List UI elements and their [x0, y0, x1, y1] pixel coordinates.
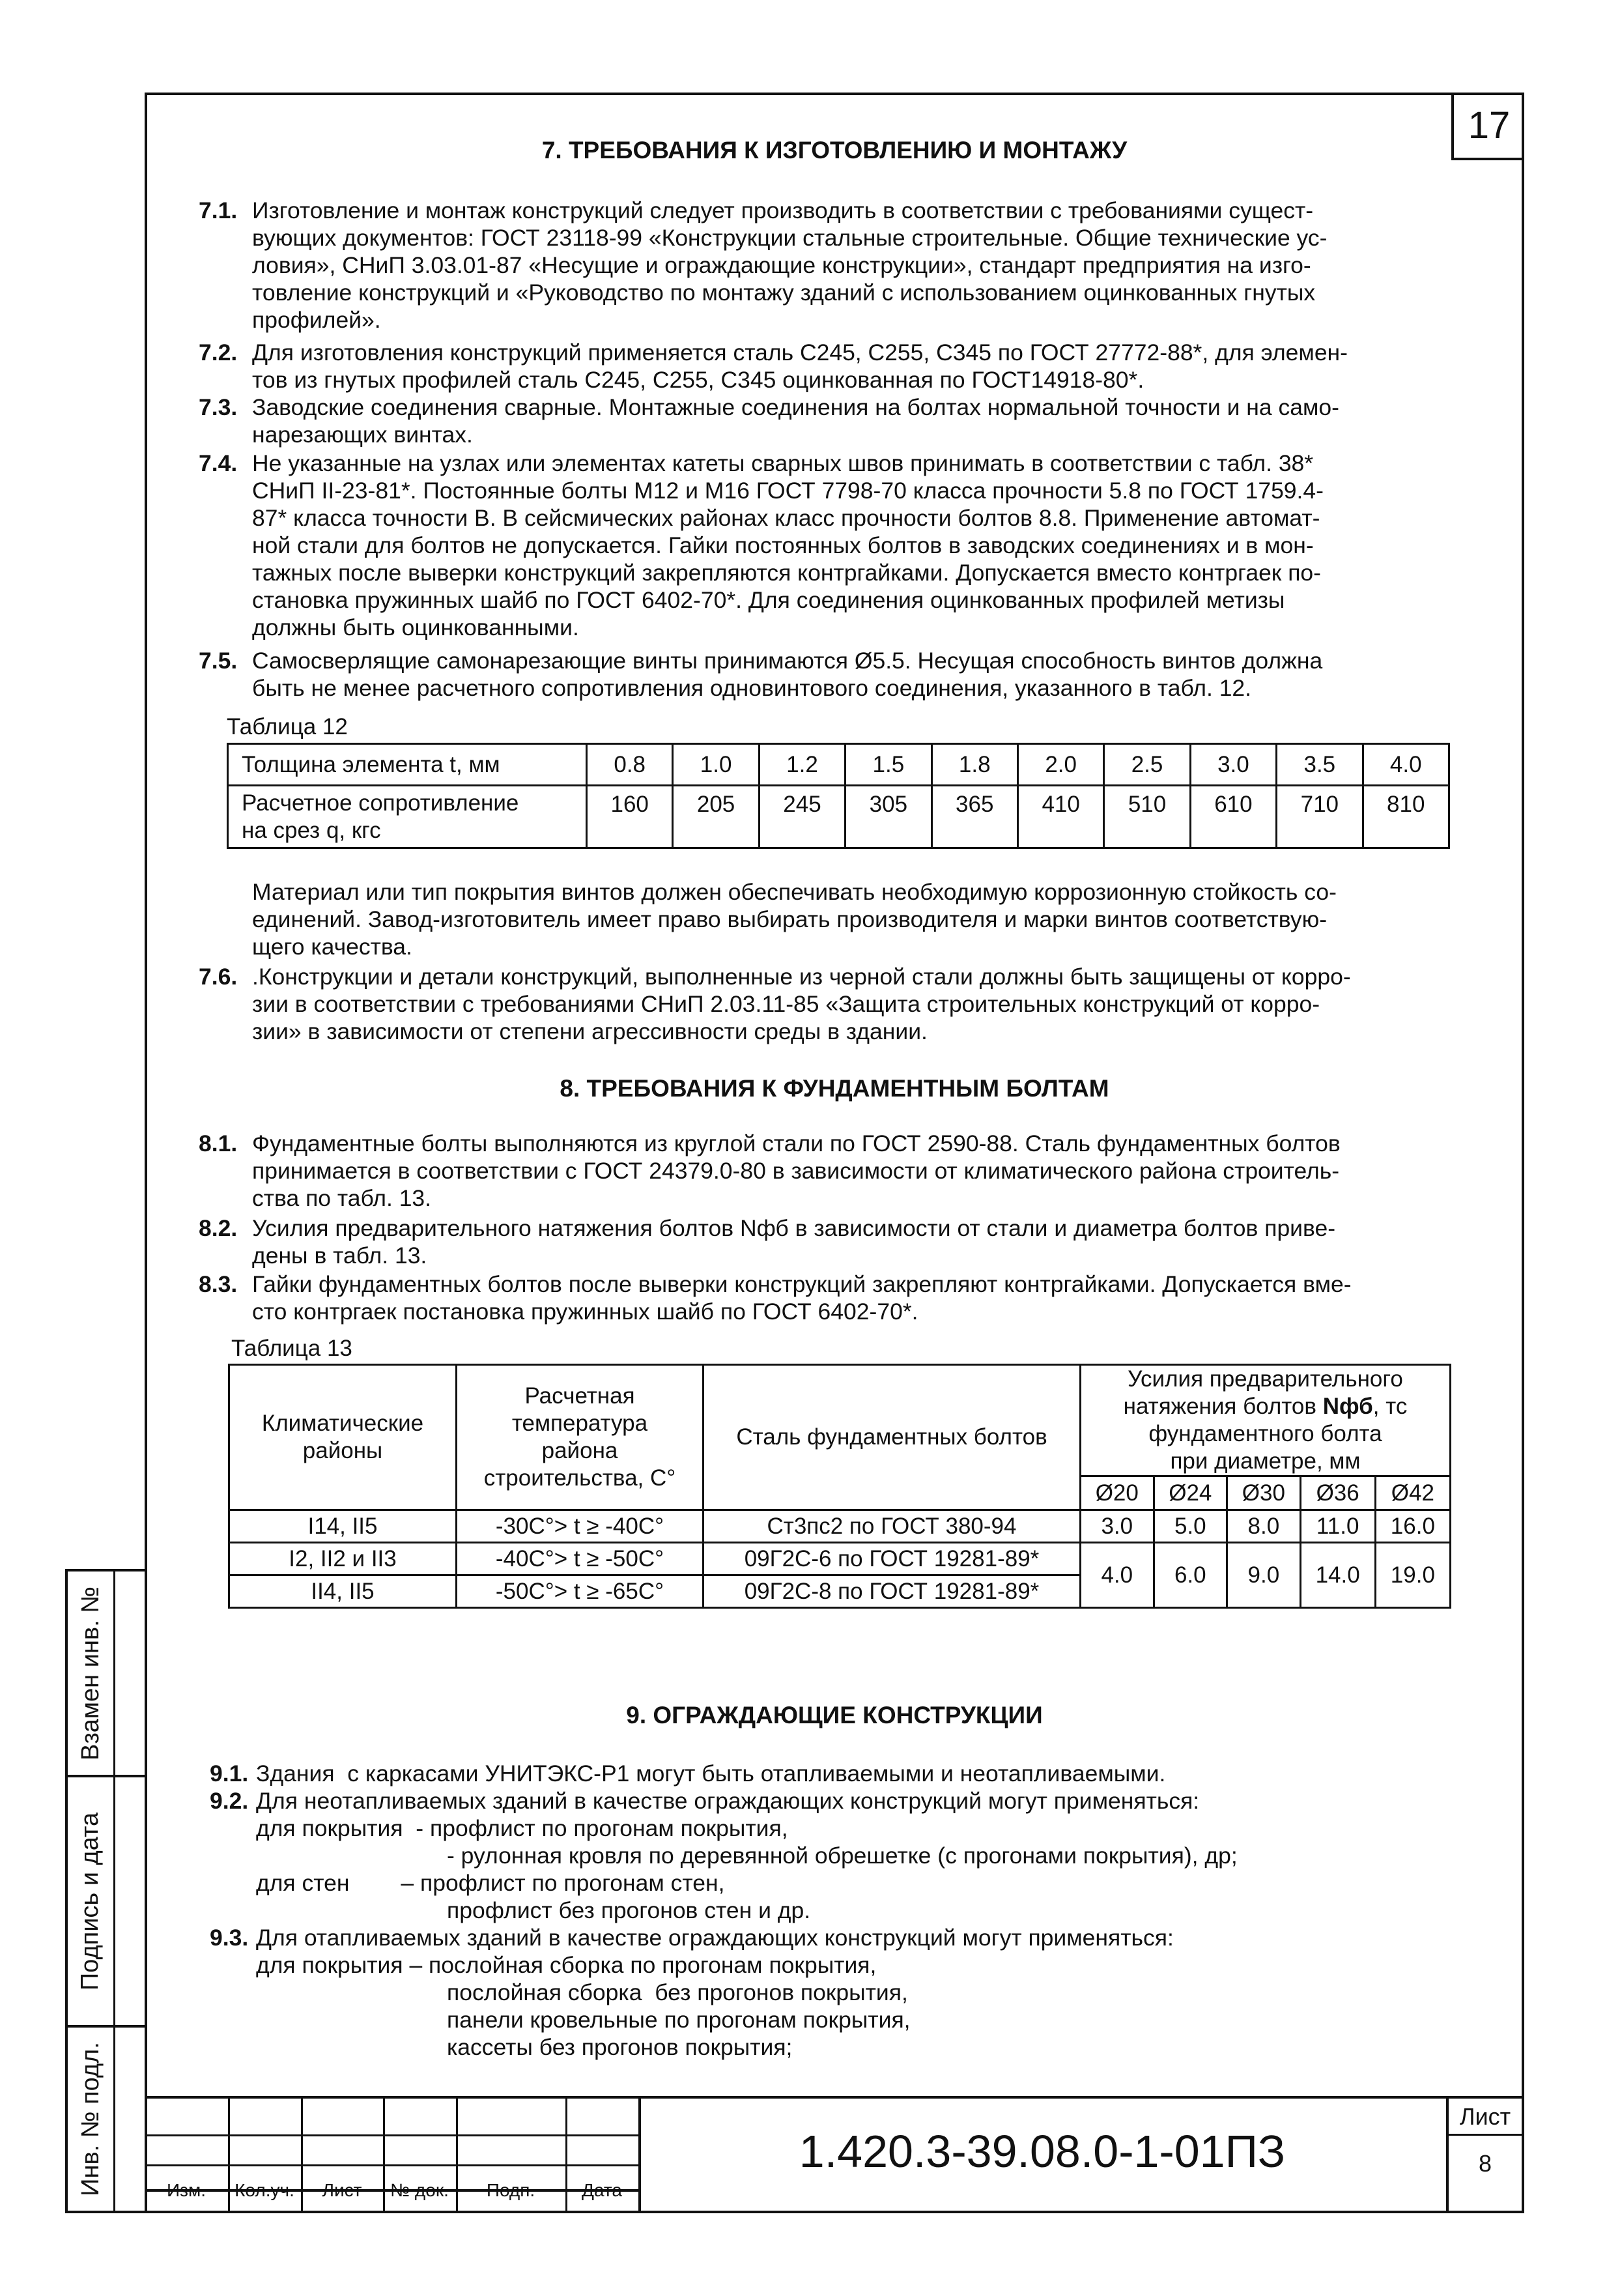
item-number: 7.3. [199, 394, 238, 420]
item-number: 8.2. [199, 1215, 238, 1241]
item-7-2 [199, 339, 1475, 394]
text-line: профлист без прогонов стен и др. [447, 1897, 811, 1923]
text-line: ства по табл. 13. [252, 1185, 432, 1211]
item-number: 9.1. [210, 1760, 249, 1787]
table-12-note [199, 878, 1475, 960]
table-cell: 1.2 [759, 744, 845, 786]
sheet-number: 8 [1478, 2150, 1492, 2177]
table-row [229, 1510, 1451, 1543]
table-cell: 3.0 [1190, 744, 1276, 786]
text-line: зии» в зависимости от степени агрессивности среды в здании. [252, 1018, 928, 1044]
item-number: 7.6. [199, 964, 238, 990]
text-line: должны быть оцинкованными. [252, 614, 579, 640]
title-block-top-line [145, 2096, 1524, 2099]
table-cell: 245 [759, 786, 845, 848]
table-cell: 2.5 [1104, 744, 1190, 786]
stamp-divider [113, 1777, 115, 2025]
table-cell: 610 [1190, 786, 1276, 848]
table-cell: 365 [931, 786, 1017, 848]
text-line: для покрытия - профлист по прогонам покрытия, [256, 1815, 788, 1841]
table-cell: 410 [1017, 786, 1103, 848]
table-cell: 305 [846, 786, 931, 848]
text-line: СНиП II-23-81*. Постоянные болты М12 и М16 ГОСТ 7798-70 класса прочности 5.8 по ГОСТ 1759.4- [252, 478, 1324, 504]
stamp-inv-original [65, 2025, 147, 2213]
cell-line: районы [302, 1438, 383, 1463]
text-line: быть не менее расчетного сопротивления одновинтового соединения, указанного в табл. 12. [252, 675, 1252, 701]
col-izm: Изм. [167, 2180, 206, 2200]
table-cell: Ø30 [1227, 1476, 1301, 1510]
text-line: профилей». [252, 307, 381, 333]
table-cell [457, 1365, 703, 1510]
table-cell: 9.0 [1227, 1543, 1301, 1608]
stamp-text: Взамен инв. № [76, 1586, 104, 1760]
table-cell: Ø42 [1375, 1476, 1450, 1510]
table-cell: 160 [587, 786, 673, 848]
text-line: Заводские соединения сварные. Монтажные соединения на болтах нормальной точности и на само- [252, 394, 1339, 420]
grid-line [145, 2134, 638, 2136]
stamp-signature-date [65, 1775, 147, 2028]
table-cell: 19.0 [1375, 1543, 1450, 1608]
cell-text: , тс [1372, 1394, 1408, 1419]
table-cell: I14, II5 [229, 1510, 457, 1543]
text-line: товление конструкций и «Руководство по монтажу зданий с использованием оцинкованных гнутых [252, 280, 1316, 306]
text-line: послойная сборка без прогонов покрытия, [447, 1979, 908, 2005]
text-line: становка пружинных шайб по ГОСТ 6402-70*. Для соединения оцинкованных профилей метизы [252, 587, 1285, 613]
table-cell: Ø36 [1300, 1476, 1375, 1510]
section-9-title: 9. ОГРАЖДАЮЩИЕ КОНСТРУКЦИИ [626, 1702, 1043, 1729]
stamp-label [68, 1571, 113, 1775]
table-cell: -40С°> t ≥ -50С° [457, 1543, 703, 1575]
text-line: кассеты без прогонов покрытия; [447, 2034, 793, 2060]
text-line: Усилия предварительного натяжения болтов Nфб в зависимости от стали и диаметра болтов приве- [252, 1215, 1336, 1241]
text-line: Для изготовления конструкций применяется сталь С245, С255, С345 по ГОСТ 27772-88*, для элемен- [252, 339, 1348, 366]
table-cell: -50С°> t ≥ -65С° [457, 1575, 703, 1608]
table-cell: Толщина элемента t, мм [228, 744, 587, 786]
item-7-1 [199, 197, 1475, 334]
table-cell: 1.0 [673, 744, 759, 786]
cell-line [1087, 1393, 1444, 1420]
text-line: Не указанные на узлах или элементах катеты сварных швов принимать в соответствии с табл. 38* [252, 450, 1314, 476]
text-line: панели кровельные по прогонам покрытия, [447, 2007, 911, 2033]
table-cell: 8.0 [1227, 1510, 1301, 1543]
section-8-title: 8. ТРЕБОВАНИЯ К ФУНДАМЕНТНЫМ БОЛТАМ [560, 1075, 1109, 1102]
table-cell: 09Г2С-8 по ГОСТ 19281-89* [703, 1575, 1081, 1608]
table-cell: 09Г2С-6 по ГОСТ 19281-89* [703, 1543, 1081, 1575]
item-number: 9.3. [210, 1925, 249, 1951]
text-line: единений. Завод-изготовитель имеет право выбирать производителя и марки винтов соответствую- [252, 906, 1328, 932]
text-line: Фундаментные болты выполняются из круглой стали по ГОСТ 2590-88. Сталь фундаментных болтов [252, 1130, 1341, 1156]
table-cell: 0.8 [587, 744, 673, 786]
text-line: нарезающих винтах. [252, 422, 473, 448]
table-cell: Ø20 [1081, 1476, 1154, 1510]
text-line: Изготовление и монтаж конструкций следует производить в соответствии с требованиями сущест- [252, 197, 1314, 223]
item-number: 8.3. [199, 1271, 238, 1297]
item-7-3 [199, 394, 1475, 448]
table-cell: 4.0 [1363, 744, 1449, 786]
item-number: 9.2. [210, 1788, 249, 1814]
text-line: Самосверлящие самонарезающие винты принимаются Ø5.5. Несущая способность винтов должна [252, 648, 1323, 674]
text-line: Материал или тип покрытия винтов должен обеспечивать необходимую коррозионную стойкость со- [252, 879, 1337, 905]
cell-line: Расчетная [524, 1383, 635, 1409]
sheet-label: Лист [1459, 2103, 1511, 2130]
stamp-replaced-inv [65, 1569, 147, 1777]
cell-line: температура [511, 1411, 648, 1436]
text-line: Для неотапливаемых зданий в качестве ограждающих конструкций могут применяться: [256, 1788, 1200, 1814]
stamp-text: Подпись и дата [76, 1812, 104, 1990]
item-8-3 [199, 1270, 1475, 1325]
table-cell: 5.0 [1154, 1510, 1227, 1543]
grid-line [145, 2164, 638, 2166]
table-row [229, 1543, 1451, 1575]
table-cell: 11.0 [1300, 1510, 1375, 1543]
item-7-5 [199, 647, 1475, 702]
table-13 [228, 1364, 1451, 1609]
table-cell: -30С°> t ≥ -40С° [457, 1510, 703, 1543]
text-line: сто контргаек постановка пружинных шайб по ГОСТ 6402-70*. [252, 1299, 918, 1325]
cell-text: Nфб [1322, 1394, 1373, 1419]
cell-text: натяжения болтов [1123, 1394, 1323, 1419]
col-data: Дата [581, 2180, 622, 2200]
text-line: дены в табл. 13. [252, 1242, 427, 1269]
item-number: 8.1. [199, 1130, 238, 1156]
table-row [228, 786, 1449, 848]
table-cell: Ø24 [1154, 1476, 1227, 1510]
text-line: для стен – профлист по прогонам стен, [256, 1870, 725, 1896]
item-number: 7.2. [199, 339, 238, 366]
text-line: 87* класса точности В. В сейсмических районах класс прочности болтов 8.8. Применение автомат- [252, 505, 1320, 531]
col-list: Лист [322, 2180, 362, 2200]
section-7-title: 7. ТРЕБОВАНИЯ К ИЗГОТОВЛЕНИЮ И МОНТАЖУ [541, 137, 1128, 164]
cell-line: строительства, С° [483, 1465, 676, 1491]
table-cell: 510 [1104, 786, 1190, 848]
item-7-6 [199, 963, 1475, 1045]
sheet-divider [1446, 2134, 1524, 2136]
table-cell: Ст3пс2 по ГОСТ 380-94 [703, 1510, 1081, 1543]
cell-line: на срез q, кгс [242, 817, 381, 843]
item-number: 7.1. [199, 197, 238, 223]
table-cell: 2.0 [1017, 744, 1103, 786]
stamp-label [68, 2028, 113, 2211]
table-cell: 6.0 [1154, 1543, 1227, 1608]
col-podp: Подп. [486, 2180, 535, 2200]
text-line: вующих документов: ГОСТ 23118-99 «Конструкции стальные строительные. Общие технические ус- [252, 225, 1328, 251]
text-line: ной стали для болтов не допускается. Гайки постоянных болтов в заводских соединениях и в мон- [252, 532, 1314, 558]
table-12 [227, 743, 1450, 849]
text-line: - рулонная кровля по деревянной обрешетке (с прогонами покрытия), др; [447, 1843, 1238, 1869]
item-8-1 [199, 1130, 1475, 1212]
cell-line: района [541, 1438, 618, 1463]
table-cell: II4, II5 [229, 1575, 457, 1608]
text-line: Здания с каркасами УНИТЭКС-Р1 могут быть отапливаемыми и неотапливаемыми. [256, 1760, 1166, 1787]
text-line: зии в соответствии с требованиями СНиП 2.03.11-85 «Защита строительных конструкций от корро- [252, 991, 1320, 1017]
stamp-divider [113, 1571, 115, 1775]
item-8-2 [199, 1214, 1475, 1269]
text-line: тажных после выверки конструкций закрепляются контргайками. Допускается вместо контргаек по- [252, 560, 1321, 586]
item-number: 7.4. [199, 450, 238, 476]
text-line: ловия», СНиП 3.03.01-87 «Несущие и ограждающие конструкции», стандарт предприятия на изго- [252, 252, 1311, 278]
table-cell: 710 [1277, 786, 1363, 848]
text-line: тов из гнутых профилей сталь С245, С255, С345 оцинкованная по ГОСТ14918-80*. [252, 367, 1144, 393]
table-cell: 1.8 [931, 744, 1017, 786]
stamp-divider [113, 2028, 115, 2211]
table-cell: 810 [1363, 786, 1449, 848]
text-line: принимается в соответствии с ГОСТ 24379.0-80 в зависимости от климатического района строитель- [252, 1158, 1340, 1184]
text-line: для покрытия – послойная сборка по прогонам покрытия, [256, 1952, 877, 1978]
table-cell [1081, 1365, 1451, 1476]
page-number: 17 [1468, 104, 1511, 147]
table-cell: 3.0 [1081, 1510, 1154, 1543]
text-line: .Конструкции и детали конструкций, выполненные из черной стали должны быть защищены от корро- [252, 964, 1351, 990]
table-cell [228, 786, 587, 848]
text-line: щего качества. [252, 934, 412, 960]
cell-line: Усилия предварительного [1128, 1366, 1403, 1392]
table-12-caption: Таблица 12 [227, 714, 348, 739]
table-cell: 14.0 [1300, 1543, 1375, 1608]
table-cell: Сталь фундаментных болтов [703, 1365, 1081, 1510]
stamp-label [68, 1777, 113, 2025]
table-13-caption: Таблица 13 [231, 1336, 352, 1361]
cell-line: при диаметре, мм [1170, 1448, 1361, 1474]
cell-line: фундаментного болта [1148, 1421, 1382, 1446]
stamp-text: Инв. № подл. [76, 2042, 104, 2196]
table-cell: 205 [673, 786, 759, 848]
table-row [229, 1365, 1451, 1476]
table-cell [229, 1365, 457, 1510]
document-code: 1.420.3-39.08.0-1-01ПЗ [799, 2126, 1286, 2177]
table-row [228, 744, 1449, 786]
table-cell: 4.0 [1081, 1543, 1154, 1608]
cell-line: Климатические [261, 1411, 424, 1436]
table-cell: 16.0 [1375, 1510, 1450, 1543]
table-cell: I2, II2 и II3 [229, 1543, 457, 1575]
item-7-4 [199, 450, 1475, 641]
col-doc: № док. [390, 2180, 449, 2200]
col-kol: Кол.уч. [234, 2180, 294, 2200]
table-cell: 3.5 [1277, 744, 1363, 786]
cell-line: Расчетное сопротивление [242, 790, 519, 816]
text-line: Для отапливаемых зданий в качестве ограждающих конструкций могут применяться: [256, 1925, 1174, 1951]
item-number: 7.5. [199, 648, 238, 674]
text-line: Гайки фундаментных болтов после выверки конструкций закрепляют контргайками. Допускается вме- [252, 1271, 1352, 1297]
table-cell: 1.5 [846, 744, 931, 786]
